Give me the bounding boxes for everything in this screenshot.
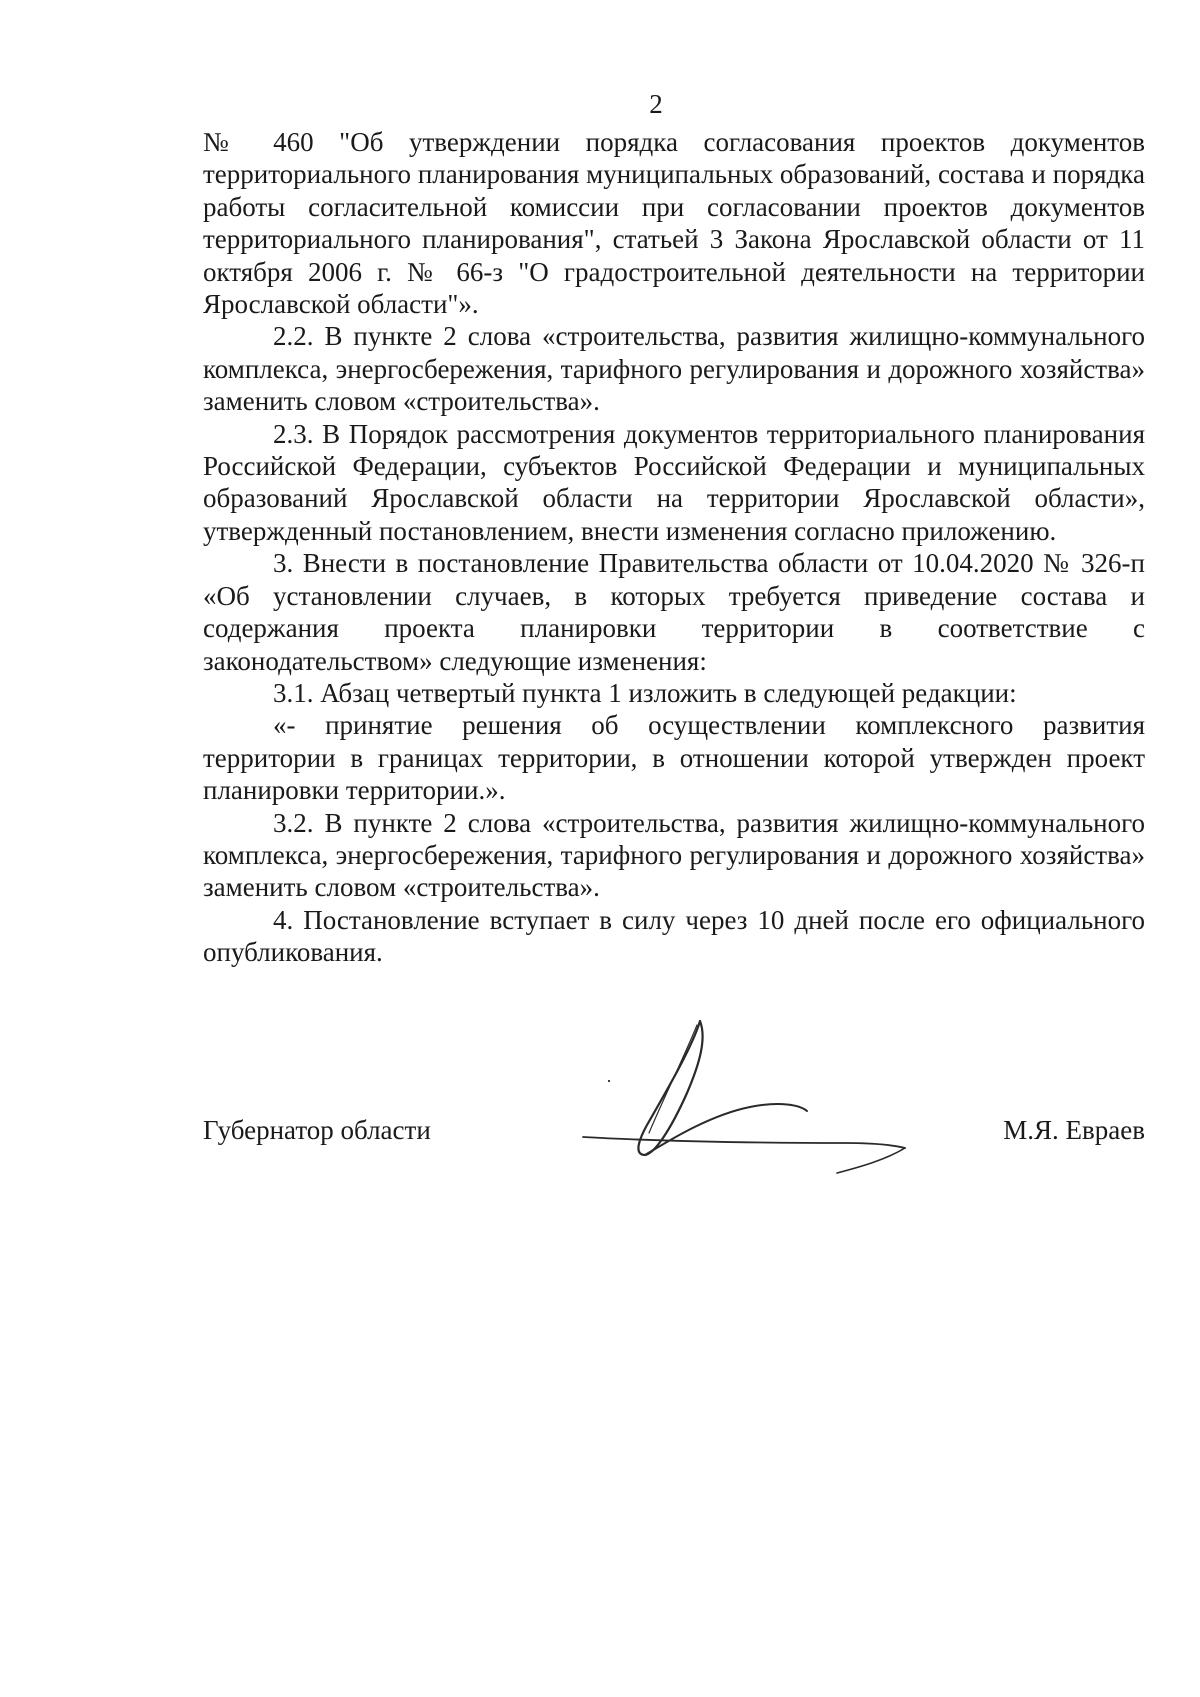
document-body <box>203 126 1145 969</box>
paragraph-continuation-460: № 460 "Об утверждении порядка согласования проектов документов территориального планирования муниципальных образований, состава и порядка работы согласительной комиссии при согласовании проектов документов территориального планирования", статьей 3 Закона Ярославской области от 11 октября 2006 г. № 66-з "О градостроительной деятельности на территории Ярославской области"». <box>203 127 1145 320</box>
paragraph-quoted-amendment: «- принятие решения об осуществлении комплексного развития территории в границах территории, в отношении которой утвержден проект планировки территории.». <box>203 710 1145 806</box>
paragraph-4: 4. Постановление вступает в силу через 10 дней после его официального опубликования. <box>203 904 1145 968</box>
paragraph-2-3: 2.3. В Порядок рассмотрения документов территориального планирования Российской Федерации, субъектов Российской Федерации и муниципальных образований Ярославской области на территории Ярославской области», утвержденный постановлением, внести изменения согласно приложению. <box>203 418 1145 546</box>
paragraph-3-2: 3.2. В пункте 2 слова «строительства, развития жилищно-коммунального комплекса, энергосбережения, тарифного регулирования и дорожного хозяйства» заменить словом «строительства». <box>203 807 1145 903</box>
handwritten-signature-icon <box>575 1015 935 1190</box>
signatory-name: М.Я. Евраев <box>1003 1115 1145 1145</box>
page-number: 2 <box>649 89 663 119</box>
paragraph-2-2: 2.2. В пункте 2 слова «строительства, развития жилищно-коммунального комплекса, энергосбережения, тарифного регулирования и дорожного хозяйства» заменить словом «строительства». <box>203 321 1145 417</box>
signatory-title: Губернатор области <box>203 1115 431 1145</box>
paragraph-3: 3. Внести в постановление Правительства области от 10.04.2020 № 326-п «Об установлении случаев, в которых требуется приведение состава и содержания проекта планировки территории в соответствие с законодательством» следующие изменения: <box>203 548 1145 676</box>
paragraph-3-1: 3.1. Абзац четвертый пункта 1 изложить в следующей редакции: <box>273 677 1017 708</box>
